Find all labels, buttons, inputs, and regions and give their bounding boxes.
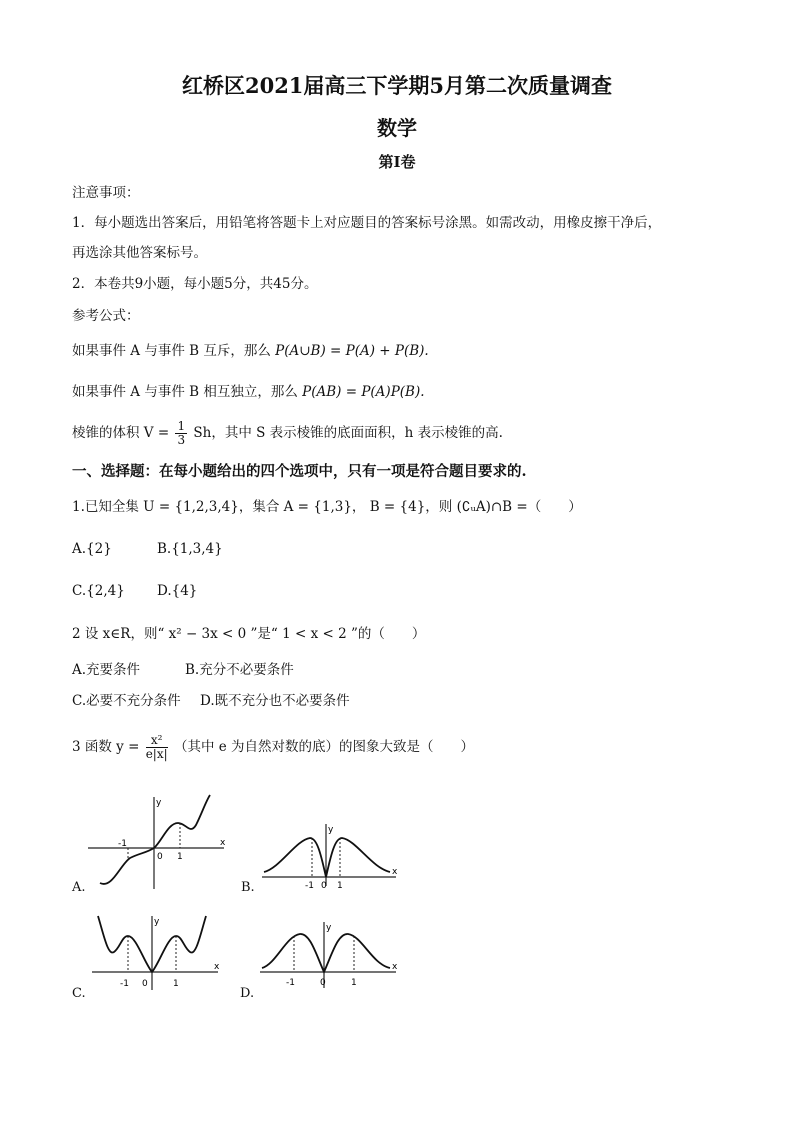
formula-independent-prefix: 如果事件 A 与事件 B 相互独立，那么 [72,384,303,400]
q3-stem [72,730,474,764]
graph-c-origin: 0 [142,979,148,989]
fraction-one-third [175,420,187,447]
graph-a-pos1: 1 [177,852,183,862]
formula-independent-math: P(AB) = P(A)P(B). [302,384,425,400]
q2-option-d: D.既不充分也不必要条件 [200,693,350,709]
graph-a-neg1: -1 [118,839,127,849]
formula-exclusive [72,342,429,360]
graph-a-x-label: x [220,838,226,848]
q3-stem-suffix: （其中 e 为自然对数的底）的图象大致是（ ） [173,739,475,755]
q3-label-a: A. [72,880,86,895]
section-1-heading: 一、选择题：在每小题给出的四个选项中，只有一项是符合题目要求的. [72,463,527,480]
graph-d-pos1: 1 [351,978,357,988]
q2-option-c: C.必要不充分条件 [72,693,181,709]
q3-graph-b [260,822,400,890]
q3-graph-c [90,914,222,992]
graph-d-x-label: x [392,962,398,972]
graph-b-origin: 0 [321,881,327,890]
q3-graph-d [258,920,400,992]
formula-pyramid-prefix: 棱锥的体积 V = [72,425,170,441]
formula-exclusive-math: P(A∪B) = P(A) + P(B). [275,343,429,359]
q3-fraction-numerator: x² [146,734,168,748]
graph-b-y-label: y [328,825,334,835]
q3-label-b: B. [241,880,255,895]
graph-c-x-label: x [214,962,220,972]
exam-title: 红桥区2021届高三下学期5月第二次质量调查 [181,73,613,98]
graph-b-neg1: -1 [305,881,314,890]
formulas-heading: 参考公式： [72,308,140,324]
graph-d-y-label: y [326,923,332,933]
q2-option-a: A.充要条件 [72,662,141,678]
graph-c-y-label: y [154,917,160,927]
fraction-denominator: 3 [177,433,186,447]
graph-d-curve [262,934,390,972]
q3-fraction-denominator: e|x| [145,747,168,761]
graph-a-curve [100,795,210,884]
volume-title: 第I卷 [378,153,416,171]
graph-a-y-label: y [156,798,162,808]
subject-title: 数学 [377,116,417,140]
q3-stem-prefix: 3 函数 y = [72,739,140,755]
fraction-numerator: 1 [177,419,186,433]
q3-graph-a [86,793,230,891]
graph-b-x-label: x [392,867,398,877]
formula-pyramid [72,418,503,448]
q3-fraction [146,734,168,761]
note-item-1b: 再选涂其他答案标号。 [72,245,207,261]
q2-option-b: B.充分不必要条件 [185,662,294,678]
note-item-2: 2．本卷共9小题，每小题5分，共45分。 [72,276,318,292]
q1-option-c: C.{2,4} [72,583,125,599]
graph-d-neg1: -1 [286,978,295,988]
formula-pyramid-suffix: Sh，其中 S 表示棱锥的底面面积，h 表示棱锥的高. [193,425,503,441]
graph-d-origin: 0 [320,978,326,988]
q2-stem: 2 设 x∈R，则“ x² − 3x < 0 ”是“ 1 < x < 2 ”的（ ） [72,626,426,642]
q3-label-d: D. [240,986,255,1001]
q3-label-c: C. [72,986,86,1001]
q1-option-a: A.{2} [72,541,112,557]
notes-heading: 注意事项： [72,185,140,201]
formula-independent [72,383,425,401]
graph-c-neg1: -1 [120,979,129,989]
q1-stem: 1.已知全集 U = {1,2,3,4}，集合 A = {1,3}， B = {4}，则 (∁ᵤA)∩B =（ ） [72,499,582,515]
q1-option-b: B.{1,3,4} [157,541,223,557]
graph-a-origin: 0 [157,852,163,862]
graph-b-pos1: 1 [337,881,343,890]
graph-b-curve [264,838,390,877]
q1-option-d: D.{4} [157,583,198,599]
note-item-1a: 1．每小题选出答案后，用铅笔将答题卡上对应题目的答案标号涂黑。如需改动，用橡皮擦干净后， [72,215,662,231]
graph-c-pos1: 1 [173,979,179,989]
formula-exclusive-prefix: 如果事件 A 与事件 B 互斥，那么 [72,343,276,359]
